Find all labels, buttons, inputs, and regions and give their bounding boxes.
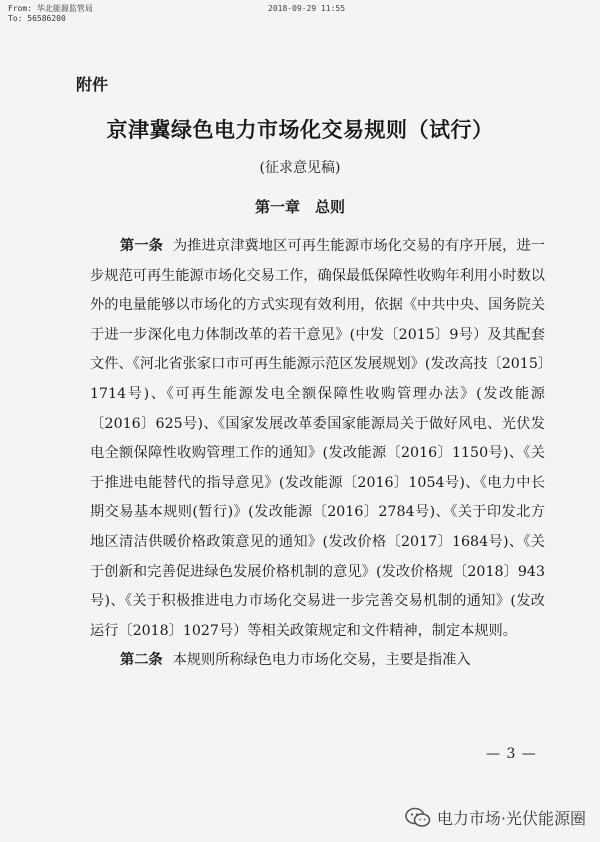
page-number: — 3 — (486, 746, 537, 762)
fax-to-label: To: (8, 14, 23, 23)
article-2 (90, 646, 545, 676)
fax-from-line (8, 4, 93, 14)
fax-header (8, 4, 93, 24)
article-1-label: 第一条 (120, 238, 163, 254)
chapter-heading: 第一章 总则 (254, 198, 345, 216)
fax-to-value: 56586200 (27, 14, 66, 23)
fax-from-label: From: (8, 4, 33, 13)
article-1-text: 为推进京津冀地区可再生能源市场化交易的有序开展，进一步规范可再生能源市场化交易工作，确保最低保障性收购年利用小时数以外的电量能够以市场化的方式实现有效利用，依据《中共中央、国务院关于进一步深化电力体制改革的若干意见》(中发〔2015〕9号）及其配套文件、《河北省张家口市可再生能源示范区发展规划》(发改高技〔2015〕1714号)、《可再生能源发电全额保障性收购管理办法》(发改能源〔2016〕625号)、《国家发展改革委国家能源局关于做好风电、光伏发电全额保障性收购管理工作的通知》(发改能源〔2016〕1150号)、《关于推进电能替代的指导意见》(发改能源〔2016〕1054号)、《电力中长期交易基本规则(暂行)》(发改能源〔2016〕2784号)、《关于印发北方地区清洁供暖价格政策意见的通知》(发改价格〔2017〕1684号)、《关于创新和完善促进绿色发展价格机制的意见》(发改价格规〔2018〕943号)、《关于积极推进电力市场化交易进一步完善交易机制的通知》(发改运行〔2018〕1027号）等相关政策规定和文件精神，制定本规则。 (90, 238, 545, 639)
wechat-icon (405, 807, 431, 829)
document-body (90, 232, 545, 676)
fax-to-line (8, 14, 93, 24)
watermark-text: 电力市场·光伏能源圈 (436, 809, 586, 828)
article-2-text: 本规则所称绿色电力市场化交易，主要是指准入 (172, 652, 471, 669)
document-title: 京津冀绿色电力市场化交易规则（试行） (106, 117, 494, 142)
document-subtitle: (征求意见稿) (259, 160, 341, 176)
watermark (405, 806, 586, 829)
article-2-label: 第二条 (120, 652, 163, 669)
attachment-label: 附件 (76, 75, 109, 94)
article-1 (90, 232, 545, 646)
fax-from-value: 华北能源监管局 (36, 4, 93, 13)
fax-date: 2018-09-29 11:55 (268, 4, 346, 13)
